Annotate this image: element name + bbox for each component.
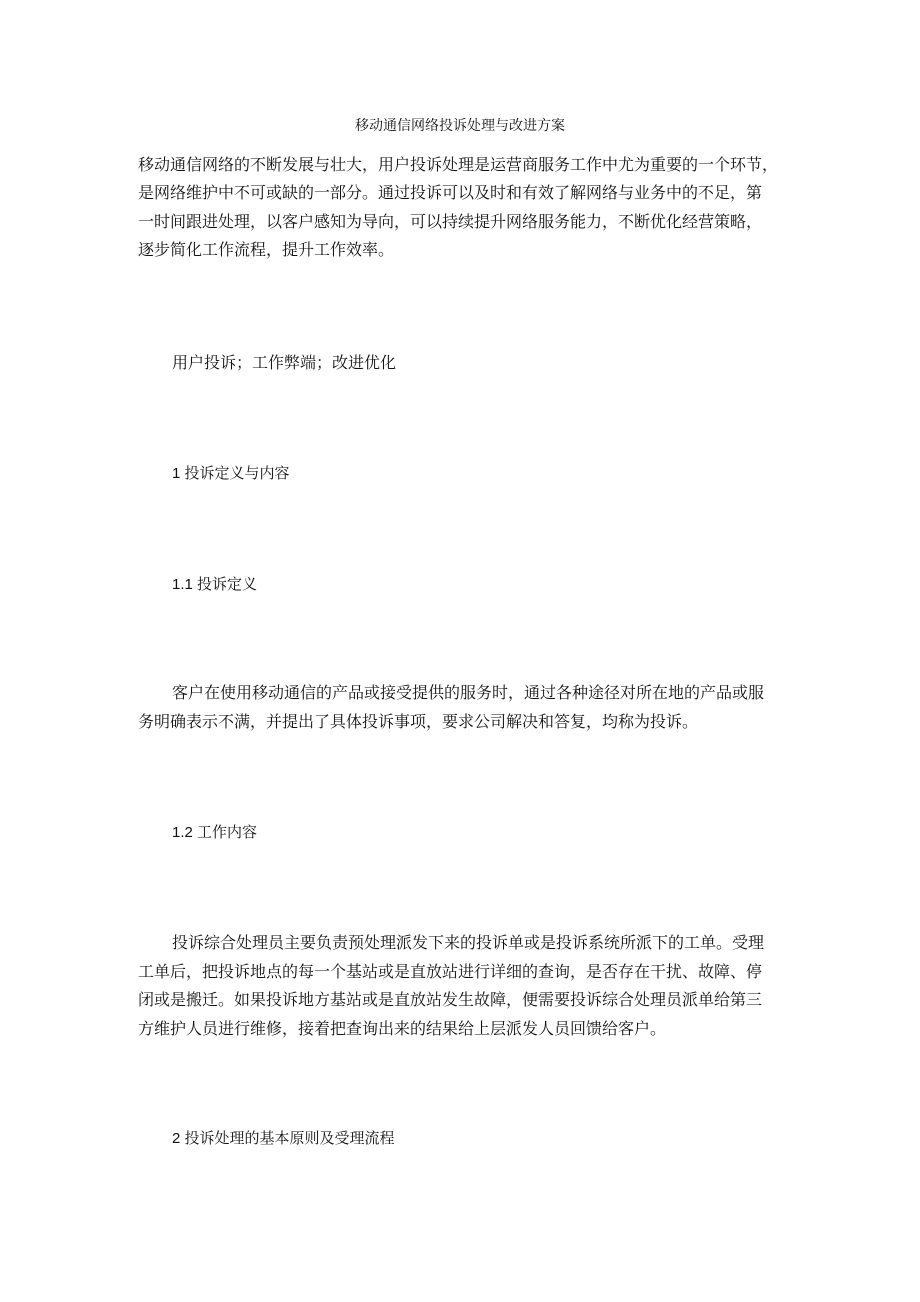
abstract-line: 是网络维护中不可或缺的一部分。通过投诉可以及时和有效了解网络与业务中的不足，第 (138, 183, 763, 202)
work-line: 闭或是搬迁。如果投诉地方基站或是直放站发生故障，便需要投诉综合处理员派单给第三 (138, 990, 763, 1009)
work-line: 方维护人员进行维修，接着把查询出来的结果给上层派发人员回馈给客户。 (138, 1019, 667, 1038)
abstract-line: 逐步简化工作流程，提升工作效率。 (138, 240, 395, 259)
abstract-line: 一时间跟进处理，以客户感知为导向，可以持续提升网络服务能力，不断优化经营策略， (138, 212, 763, 231)
keywords: 用户投诉；工作弊端；改进优化 (172, 353, 397, 372)
work-line: 投诉综合处理员主要负责预处理派发下来的投诉单或是投诉系统所派下的工单。受理 (172, 933, 765, 952)
section-heading-1-2: 1.2 工作内容 (172, 824, 258, 841)
document-title: 移动通信网络投诉处理与改进方案 (355, 118, 565, 134)
section-heading-1-1: 1.1 投诉定义 (172, 576, 258, 593)
abstract-line: 移动通信网络的不断发展与壮大，用户投诉处理是运营商服务工作中尤为重要的一个环节， (138, 155, 779, 174)
section-heading-2: 2 投诉处理的基本原则及受理流程 (172, 1130, 395, 1147)
work-line: 工单后，把投诉地点的每一个基站或是直放站进行详细的查询，是否存在干扰、故障、停 (138, 962, 763, 981)
section-heading-1: 1 投诉定义与内容 (172, 465, 290, 482)
definition-line: 务明确表示不满，并提出了具体投诉事项，要求公司解决和答复，均称为投诉。 (138, 712, 699, 731)
definition-line: 客户在使用移动通信的产品或接受提供的服务时，通过各种途径对所在地的产品或服 (172, 683, 765, 702)
